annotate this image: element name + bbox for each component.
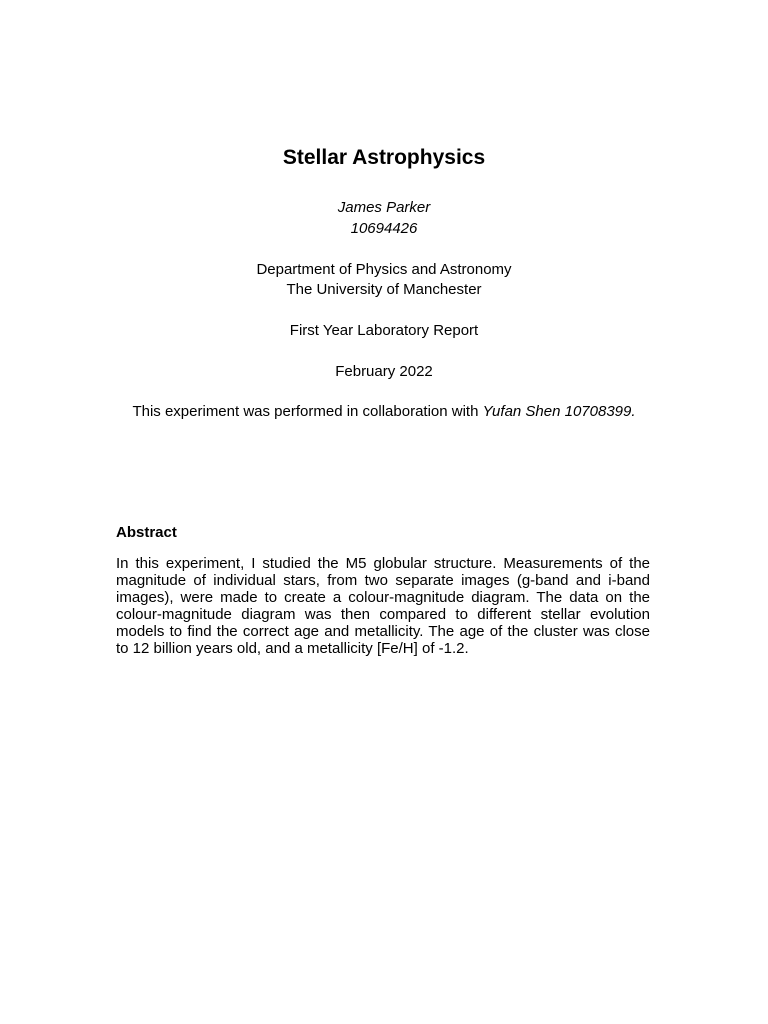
report-type: First Year Laboratory Report [289,322,479,339]
document-title: Stellar Astrophysics [282,146,486,169]
abstract-body: In this experiment, I studied the M5 globular structure. Measurements of the magnitude of individual stars, from two separate images (g-band and i-band images), were made to create a colour-magnitude diagram. The data on the colour-magnitude diagram was then compared to different stellar evolution models to find the correct age and metallicity. The age of the cluster was close to 12 billion years old, and a metallicity [Fe/H] of -1.2. [116,555,650,657]
report-date: February 2022 [335,363,433,380]
collaborator-name: Yufan Shen 10708399. [482,403,636,420]
abstract-heading: Abstract [116,524,177,541]
author-name: James Parker [337,199,431,216]
university-name: The University of Manchester [286,281,482,298]
department-name: Department of Physics and Astronomy [256,261,512,278]
collaboration-statement [0,402,768,422]
student-id: 10694426 [350,220,418,237]
collaboration-prefix: This experiment was performed in collaboration with [132,403,483,420]
